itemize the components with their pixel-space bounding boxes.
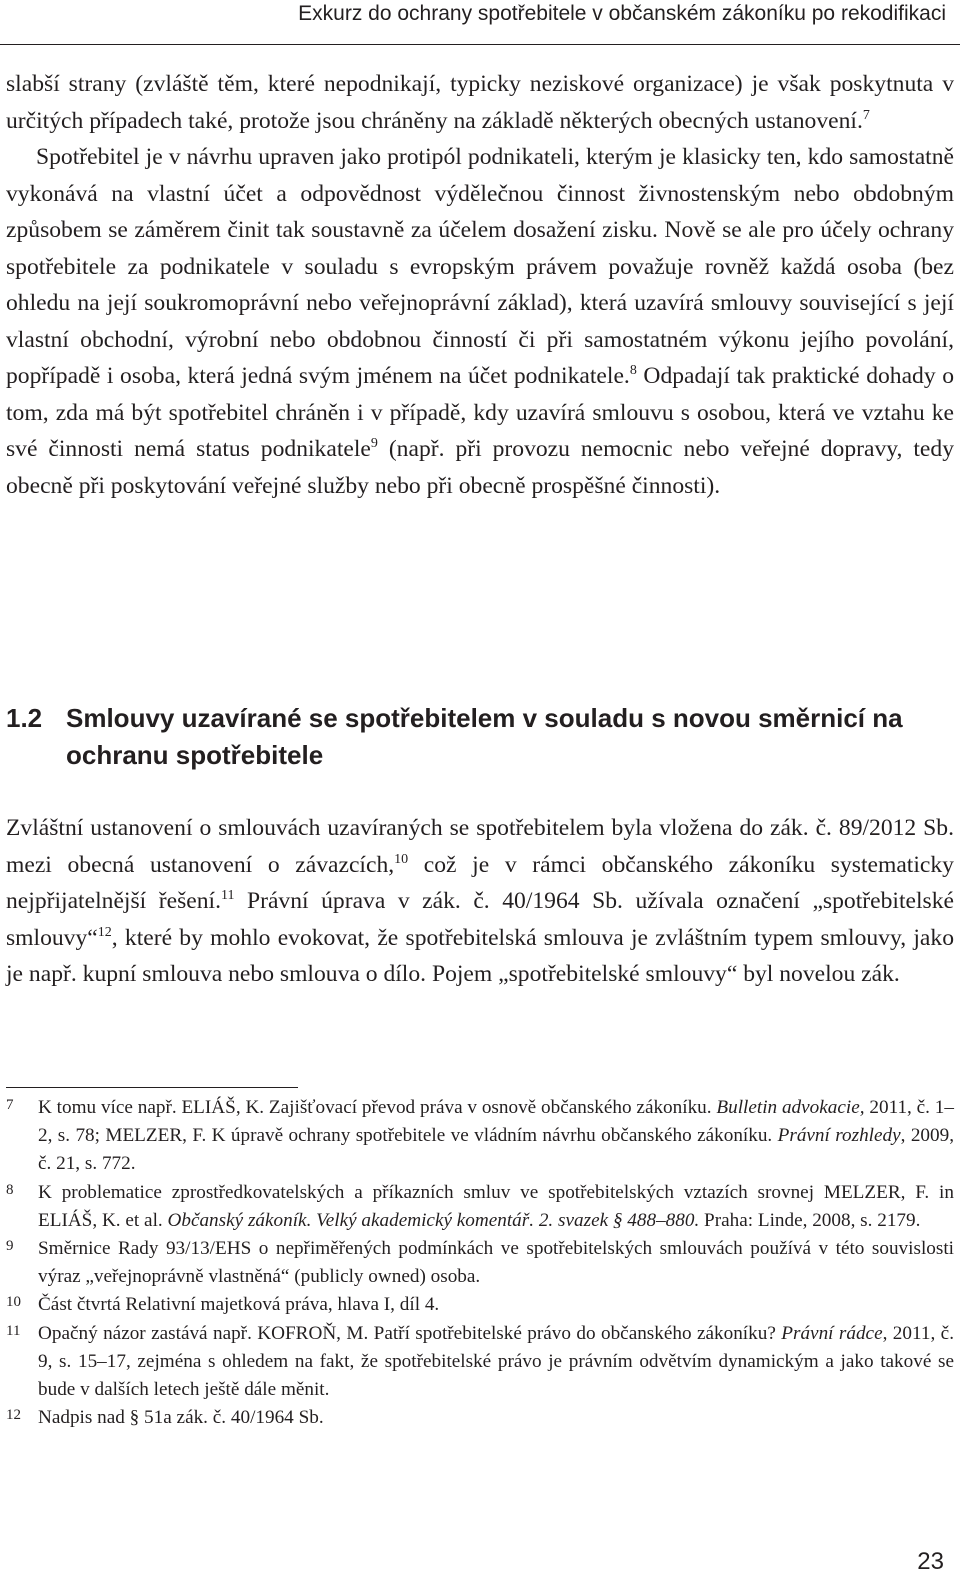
paragraph-1-text: slabší strany (zvláště těm, které nepodnikají, typicky neziskové organizace) je však poskytnuta v určitých případech také, protože jsou chráněny na základě některých obecných ustanovení. <box>6 71 954 134</box>
footnote-text: Směrnice Rady 93/13/EHS o nepřiměřených podmínkách ve spotřebitelských smlouvách používá v této souvislosti výraz „veřejnoprávně vlastněná“ (publicly owned) osoba. <box>38 1238 954 1288</box>
paragraph-2-text-a: Spotřebitel je v návrhu upraven jako protipól podnikateli, kterým je klasicky ten, kdo samostatně vykonává na vlastní účet a odpovědnost výdělečnou činnost živnostenským nebo obdobným způsobem se záměrem činit tak soustavně za účelem dosažení zisku. Nově se ale pro účely ochrany spotřebitele za podnikatele v souladu s evropským právem považuje rovněž každá osoba (bez ohledu na její soukromoprávní nebo veřejnoprávní základ), která uzavírá smlouvy související s její vlastní obchodní, výrobní nebo obdobnou činností či při samostatném výkonu jejího povolání, popřípadě i osoba, která jedná svým jménem na účet podnikatele. <box>6 144 954 389</box>
footnote-number: 8 <box>6 1181 14 1198</box>
paragraph-2-text-c: (např. při provozu nemocnic nebo veřejné dopravy, tedy obecně při poskytování veřejné služby nebo při obecně prospěšné činnosti). <box>6 436 954 499</box>
paragraph-3-text-d: , které by mohlo evokovat, že spotřebitelská smlouva je zvláštním typem smlouvy, jako je např. kupní smlouva nebo smlouva o dílo. Pojem „spotřebitelské smlouvy“ byl novelou zák. <box>6 924 954 987</box>
footnote-text: 2011, č. 1–2, s. 78; MELZER, F. K úpravě ochrany spotřebitele ve vládním návrhu občanského zákoníku. <box>38 1097 954 1147</box>
footnote-8 <box>6 1179 954 1235</box>
body-text-bottom <box>6 810 954 993</box>
footnote-7 <box>6 1094 954 1179</box>
paragraph-3-text-b: což je v rámci občanského zákoníku systematicky nejpřijatelnější řešení. <box>6 851 954 914</box>
footnote-ref-8[interactable]: 8 <box>629 363 637 379</box>
footnote-9 <box>6 1235 954 1291</box>
section-title: Smlouvy uzavírané se spotřebitelem v souladu s novou směrnicí na ochranu spotřebitele <box>66 703 903 770</box>
footnote-italic: Právní rozhledy <box>777 1125 901 1147</box>
footnote-number: 11 <box>6 1322 21 1339</box>
footnote-italic: Bulletin advokacie, <box>716 1097 865 1118</box>
page-number: 23 <box>917 1548 944 1575</box>
paragraph-2 <box>6 139 954 504</box>
footnote-ref-7[interactable]: 7 <box>862 107 870 123</box>
footnote-12 <box>6 1404 954 1432</box>
paragraph-2-text-b: Odpadají tak praktické dohady o tom, zda má být spotřebitel chráněn i v případě, kdy uzavírá smlouvu s osobou, která ve vztahu ke své činnosti nemá status podnikatele <box>6 363 955 462</box>
header-rule <box>0 44 960 45</box>
footnote-ref-12[interactable]: 12 <box>97 924 112 940</box>
footnote-number: 12 <box>6 1407 21 1424</box>
footnote-text: K problematice zprostředkovatelských a příkazních smluv ve spotřebitelských vztazích srovnej MELZER, F. in ELIÁŠ, K. et al. <box>38 1181 954 1231</box>
footnote-ref-10[interactable]: 10 <box>394 851 409 867</box>
footnote-text: Část čtvrtá Relativní majetková práva, hlava I, díl 4. <box>38 1294 440 1316</box>
section-number: 1.2 <box>6 703 43 733</box>
footnote-text: Praha: Linde, 2008, s. 2179. <box>699 1209 921 1231</box>
paragraph-3-text-a: Zvláštní ustanovení o smlouvách uzavíraných se spotřebitelem byla vložena do zák. č. 89/2012 Sb. mezi obecná ustanovení o závazcích, <box>6 815 954 878</box>
footnote-number: 9 <box>6 1238 14 1255</box>
footnote-ref-9[interactable]: 9 <box>370 436 378 452</box>
paragraph-3-text-c: Právní úprava v zák. č. 40/1964 Sb. užívala označení „spotřebitelské smlouvy“ <box>6 888 954 951</box>
paragraph-3 <box>6 810 954 993</box>
footnote-number: 10 <box>6 1294 21 1311</box>
footnote-italic: Právní rádce <box>781 1322 883 1344</box>
section-heading <box>6 700 954 774</box>
footnote-text: Nadpis nad § 51a zák. č. 40/1964 Sb. <box>38 1407 324 1429</box>
footnote-text: Opačný názor zastává např. KOFROŇ, M. Patří spotřebitelské právo do občanského zákoníku? <box>38 1322 782 1344</box>
footnotes <box>6 1094 954 1432</box>
footnote-italic: Občanský zákoník. Velký akademický komentář. 2. svazek § 488–880. <box>167 1209 700 1231</box>
footnote-11 <box>6 1320 954 1405</box>
footnote-text: , 2011, č. 9, s. 15–17, zejména s ohledem na fakt, že spotřebitelské právo je právním odvětvím dynamickým a jako takové se bude v dalších letech ještě dále měnit. <box>38 1322 954 1401</box>
footnote-text: K tomu více např. ELIÁŠ, K. Zajišťovací převod práva v osnově občanského zákoníku. <box>38 1097 717 1118</box>
body-text-top <box>6 66 954 504</box>
footnote-text: , 2009, č. 21, s. 772. <box>38 1125 954 1175</box>
footnote-10 <box>6 1291 954 1319</box>
footnote-rule <box>6 1087 298 1088</box>
running-header: Exkurz do ochrany spotřebitele v občanském zákoníku po rekodifikaci <box>298 2 946 25</box>
footnote-number: 7 <box>6 1097 14 1113</box>
footnote-ref-11[interactable]: 11 <box>220 888 235 904</box>
paragraph-1 <box>6 66 954 139</box>
